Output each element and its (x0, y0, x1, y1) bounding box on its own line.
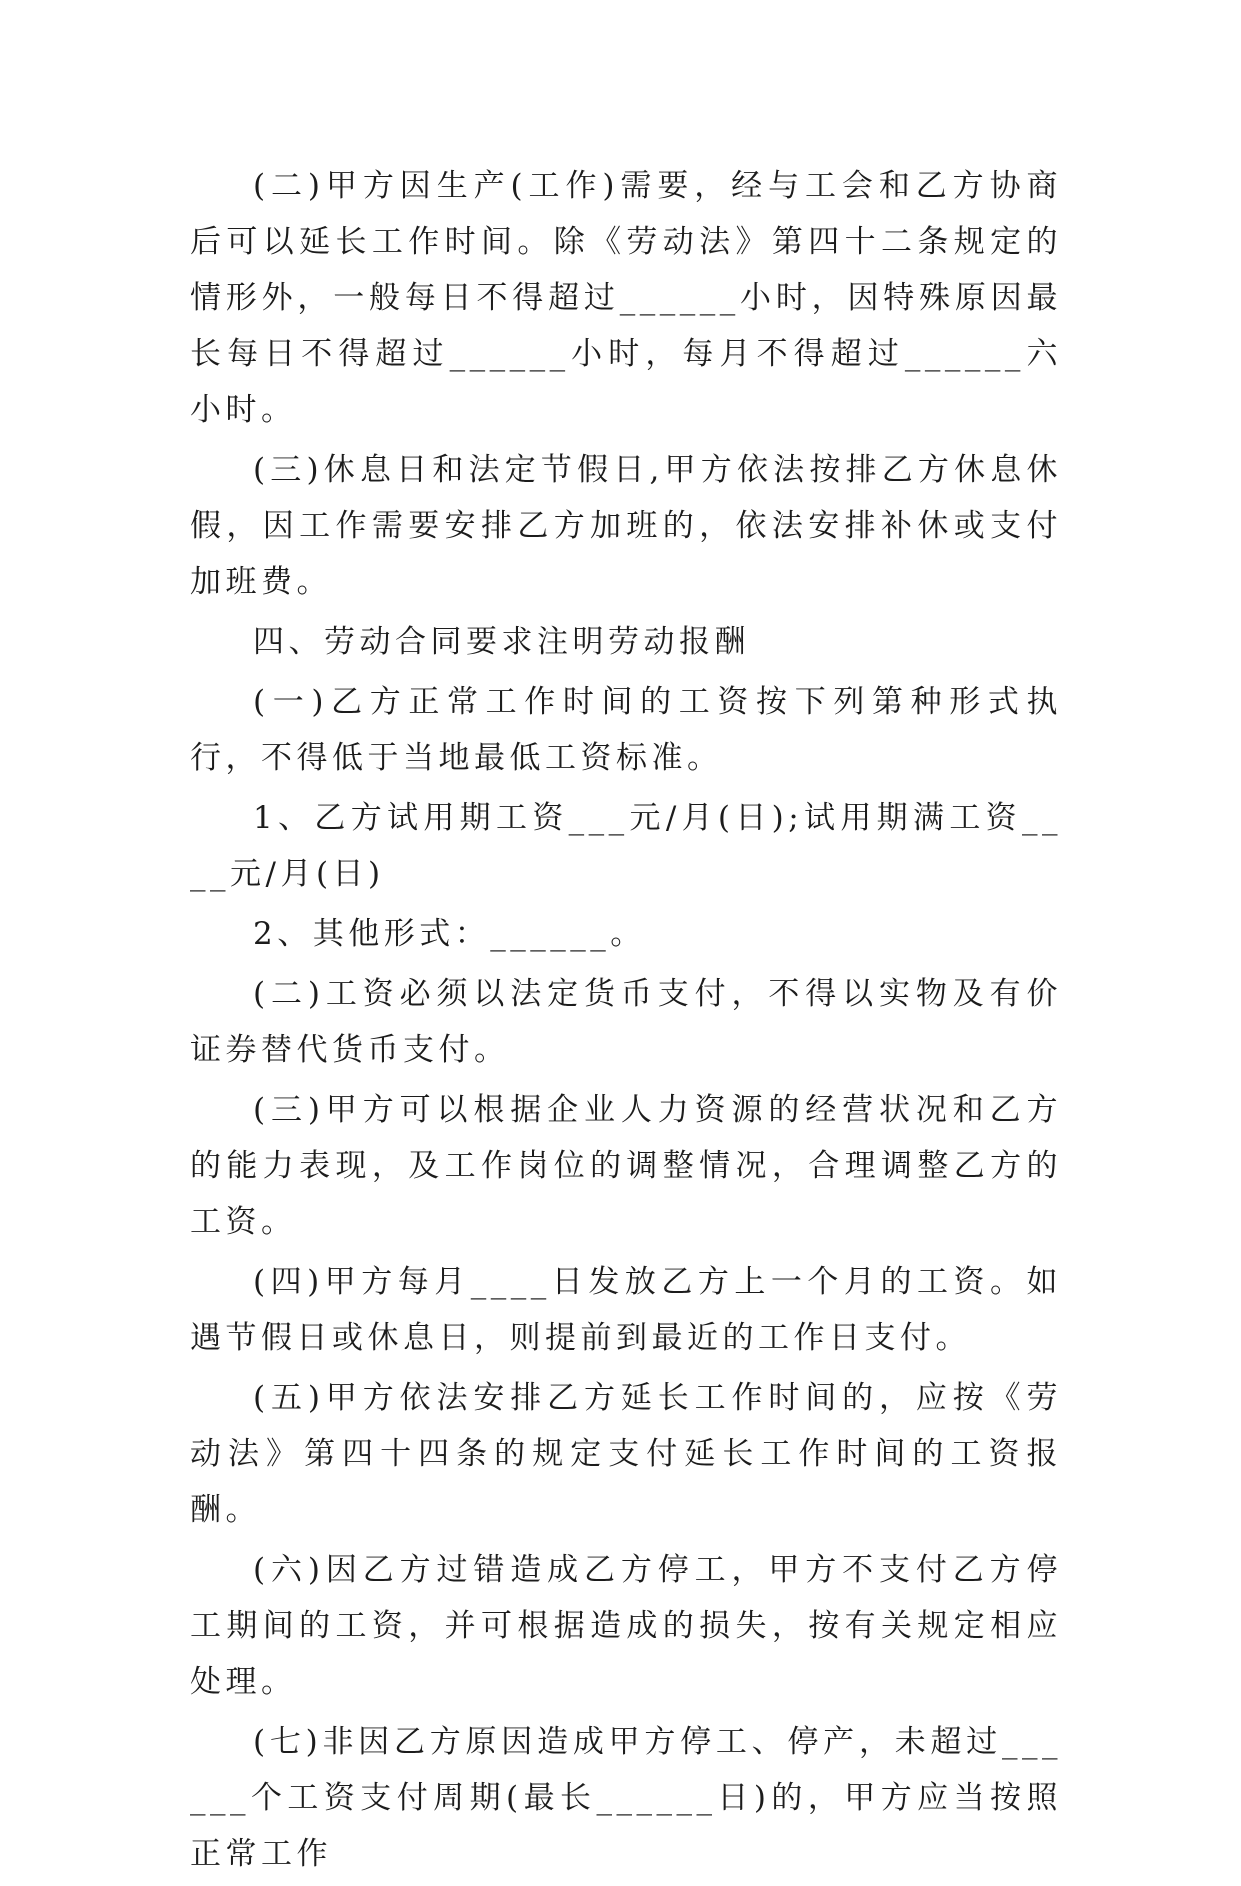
paragraph-overtime-limits: (二)甲方因生产(工作)需要，经与工会和乙方协商后可以延长工作时间。除《劳动法》第四十二条规定的情形外，一般每日不得超过______小时，因特殊原因最长每日不得超过______小时，每月不得超过______六小时。 (190, 168, 1062, 428)
paragraph-rest-days: (三)休息日和法定节假日,甲方依法按排乙方休息休假，因工作需要安排乙方加班的，依法安排补休或支付加班费。 (190, 452, 1062, 600)
paragraph-wage-form: (一)乙方正常工作时间的工资按下列第种形式执行，不得低于当地最低工资标准。 (190, 684, 1062, 776)
section-heading-remuneration: 四、劳动合同要求注明劳动报酬 (253, 624, 750, 660)
paragraph-overtime-pay: (五)甲方依法安排乙方延长工作时间的，应按《劳动法》第四十四条的规定支付延长工作时间的工资报酬。 (190, 1380, 1062, 1528)
paragraph-wage-adjustment: (三)甲方可以根据企业人力资源的经营状况和乙方的能力表现，及工作岗位的调整情况，合理调整乙方的工资。 (190, 1092, 1062, 1240)
paragraph-fault-stoppage: (六)因乙方过错造成乙方停工，甲方不支付乙方停工期间的工资，并可根据造成的损失，按有关规定相应处理。 (190, 1552, 1062, 1700)
paragraph-payday: (四)甲方每月____日发放乙方上一个月的工资。如遇节假日或休息日，则提前到最近的工作日支付。 (190, 1264, 1062, 1356)
paragraph-probation-wage: 1、乙方试用期工资___元/月(日);试用期满工资____元/月(日) (190, 800, 1062, 892)
paragraph-legal-currency: (二)工资必须以法定货币支付，不得以实物及有价证券替代货币支付。 (190, 976, 1062, 1068)
paragraph-nonfault-stoppage: (七)非因乙方原因造成甲方停工、停产，未超过______个工资支付周期(最长______日)的，甲方应当按照正常工作 (190, 1724, 1062, 1872)
paragraph-other-form: 2、其他形式：______。 (253, 916, 646, 952)
document-body (190, 158, 1062, 1886)
